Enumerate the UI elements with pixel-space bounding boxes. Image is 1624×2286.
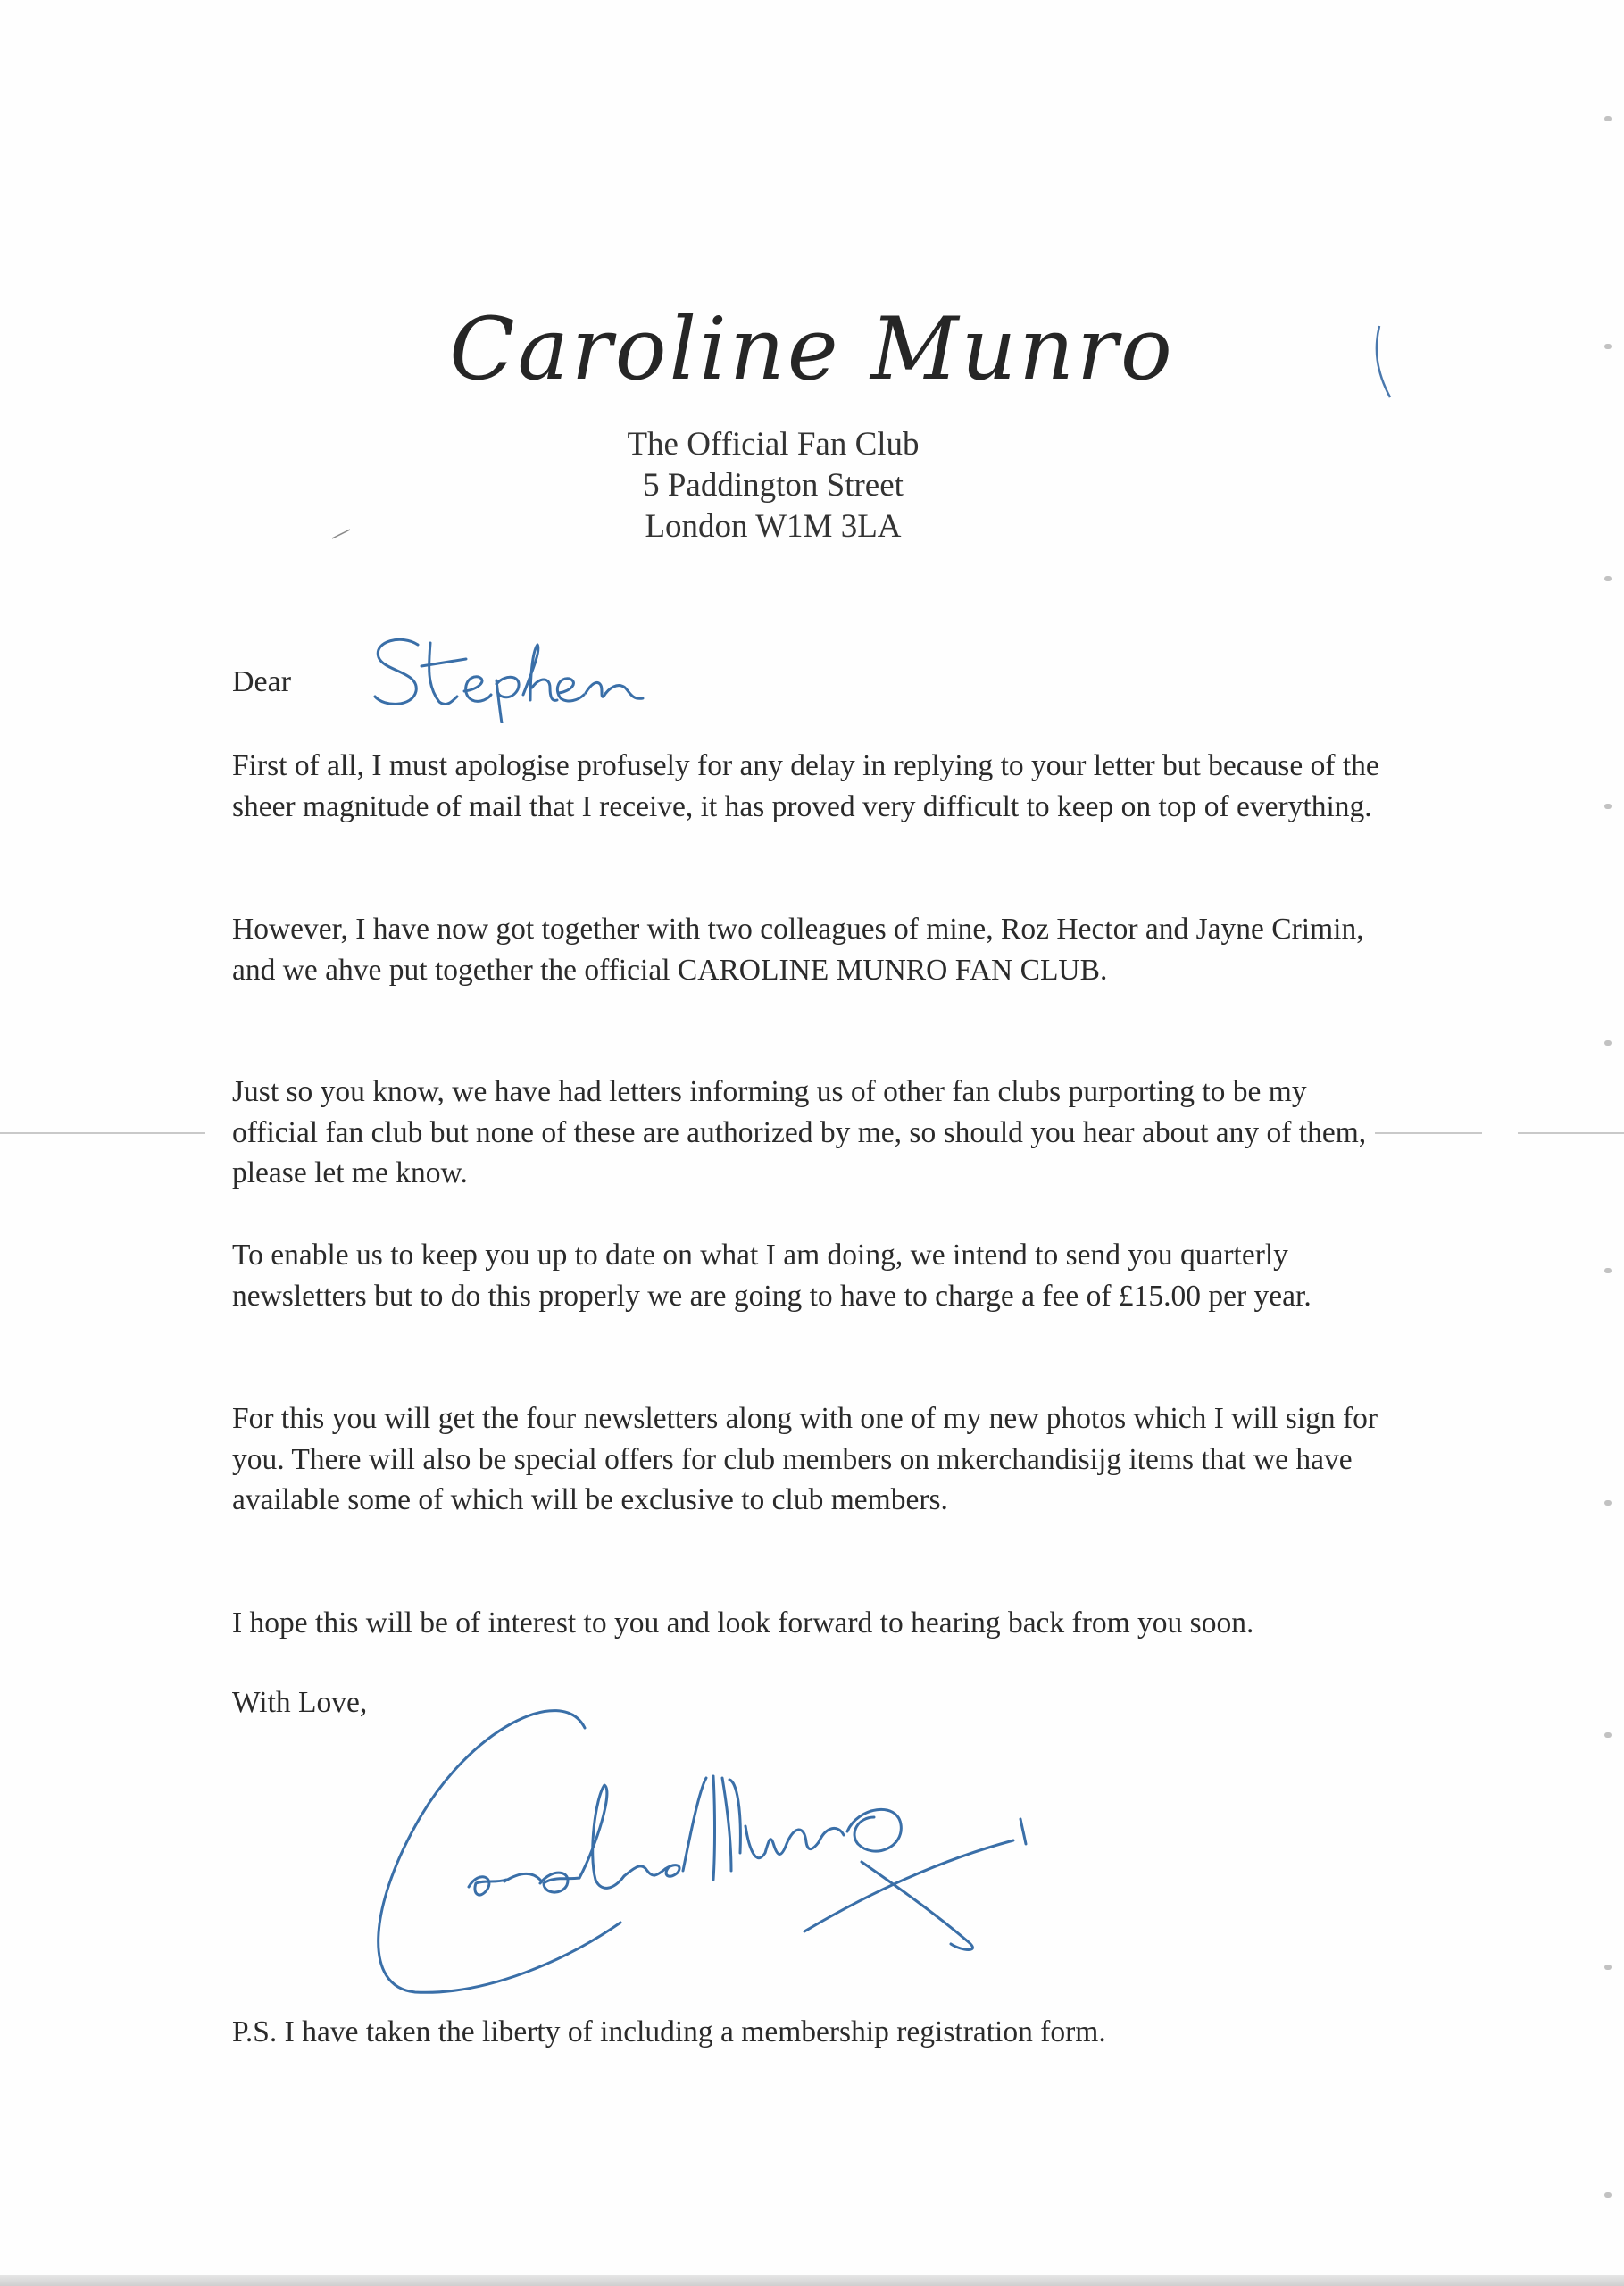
postscript: P.S. I have taken the liberty of including a membership registration form. — [232, 2015, 1106, 2048]
paragraph: For this you will get the four newsletters along with one of my new photos which I will sign for you. There will also be special offers for club members on mkerchandisijg items that we have available some of which will be exclusive to club members. — [232, 1402, 1378, 1516]
letterhead-address — [0, 424, 1546, 547]
paragraph: However, I have now got together with two colleagues of mine, Roz Hector and Jayne Crimin, and we ahve put together the official CAROLINE MUNRO FAN CLUB. — [232, 913, 1364, 987]
handwritten-recipient-name — [366, 625, 661, 723]
fold-line — [0, 1132, 205, 1134]
address-line: The Official Fan Club — [627, 426, 920, 463]
address-line: 5 Paddington Street — [643, 467, 904, 504]
paragraph: I hope this will be of interest to you and look forward to hearing back from you soon. — [232, 1606, 1254, 1639]
paragraph: Just so you know, we have had letters informing us of other fan clubs purporting to be my official fan club but none of these are authorized by me, so should you hear about any of them, please let me know. — [232, 1075, 1367, 1189]
address-line: London W1M 3LA — [645, 508, 902, 545]
closing: With Love, — [232, 1686, 368, 1719]
paragraph: First of all, I must apologise profusely for any delay in replying to your letter but because of the sheer magnitude of mail that I receive, it has proved very difficult to keep on top of everything. — [232, 749, 1379, 823]
paragraph: To enable us to keep you up to date on what I am doing, we intend to send you quarterly newsletters but to do this properly we are going to have to charge a fee of £15.00 per year. — [232, 1239, 1312, 1313]
scan-edge — [0, 2275, 1624, 2286]
salutation: Dear — [232, 665, 292, 698]
letterhead-name: Caroline Munro — [449, 299, 1175, 399]
handwritten-signature — [362, 1692, 1112, 2014]
